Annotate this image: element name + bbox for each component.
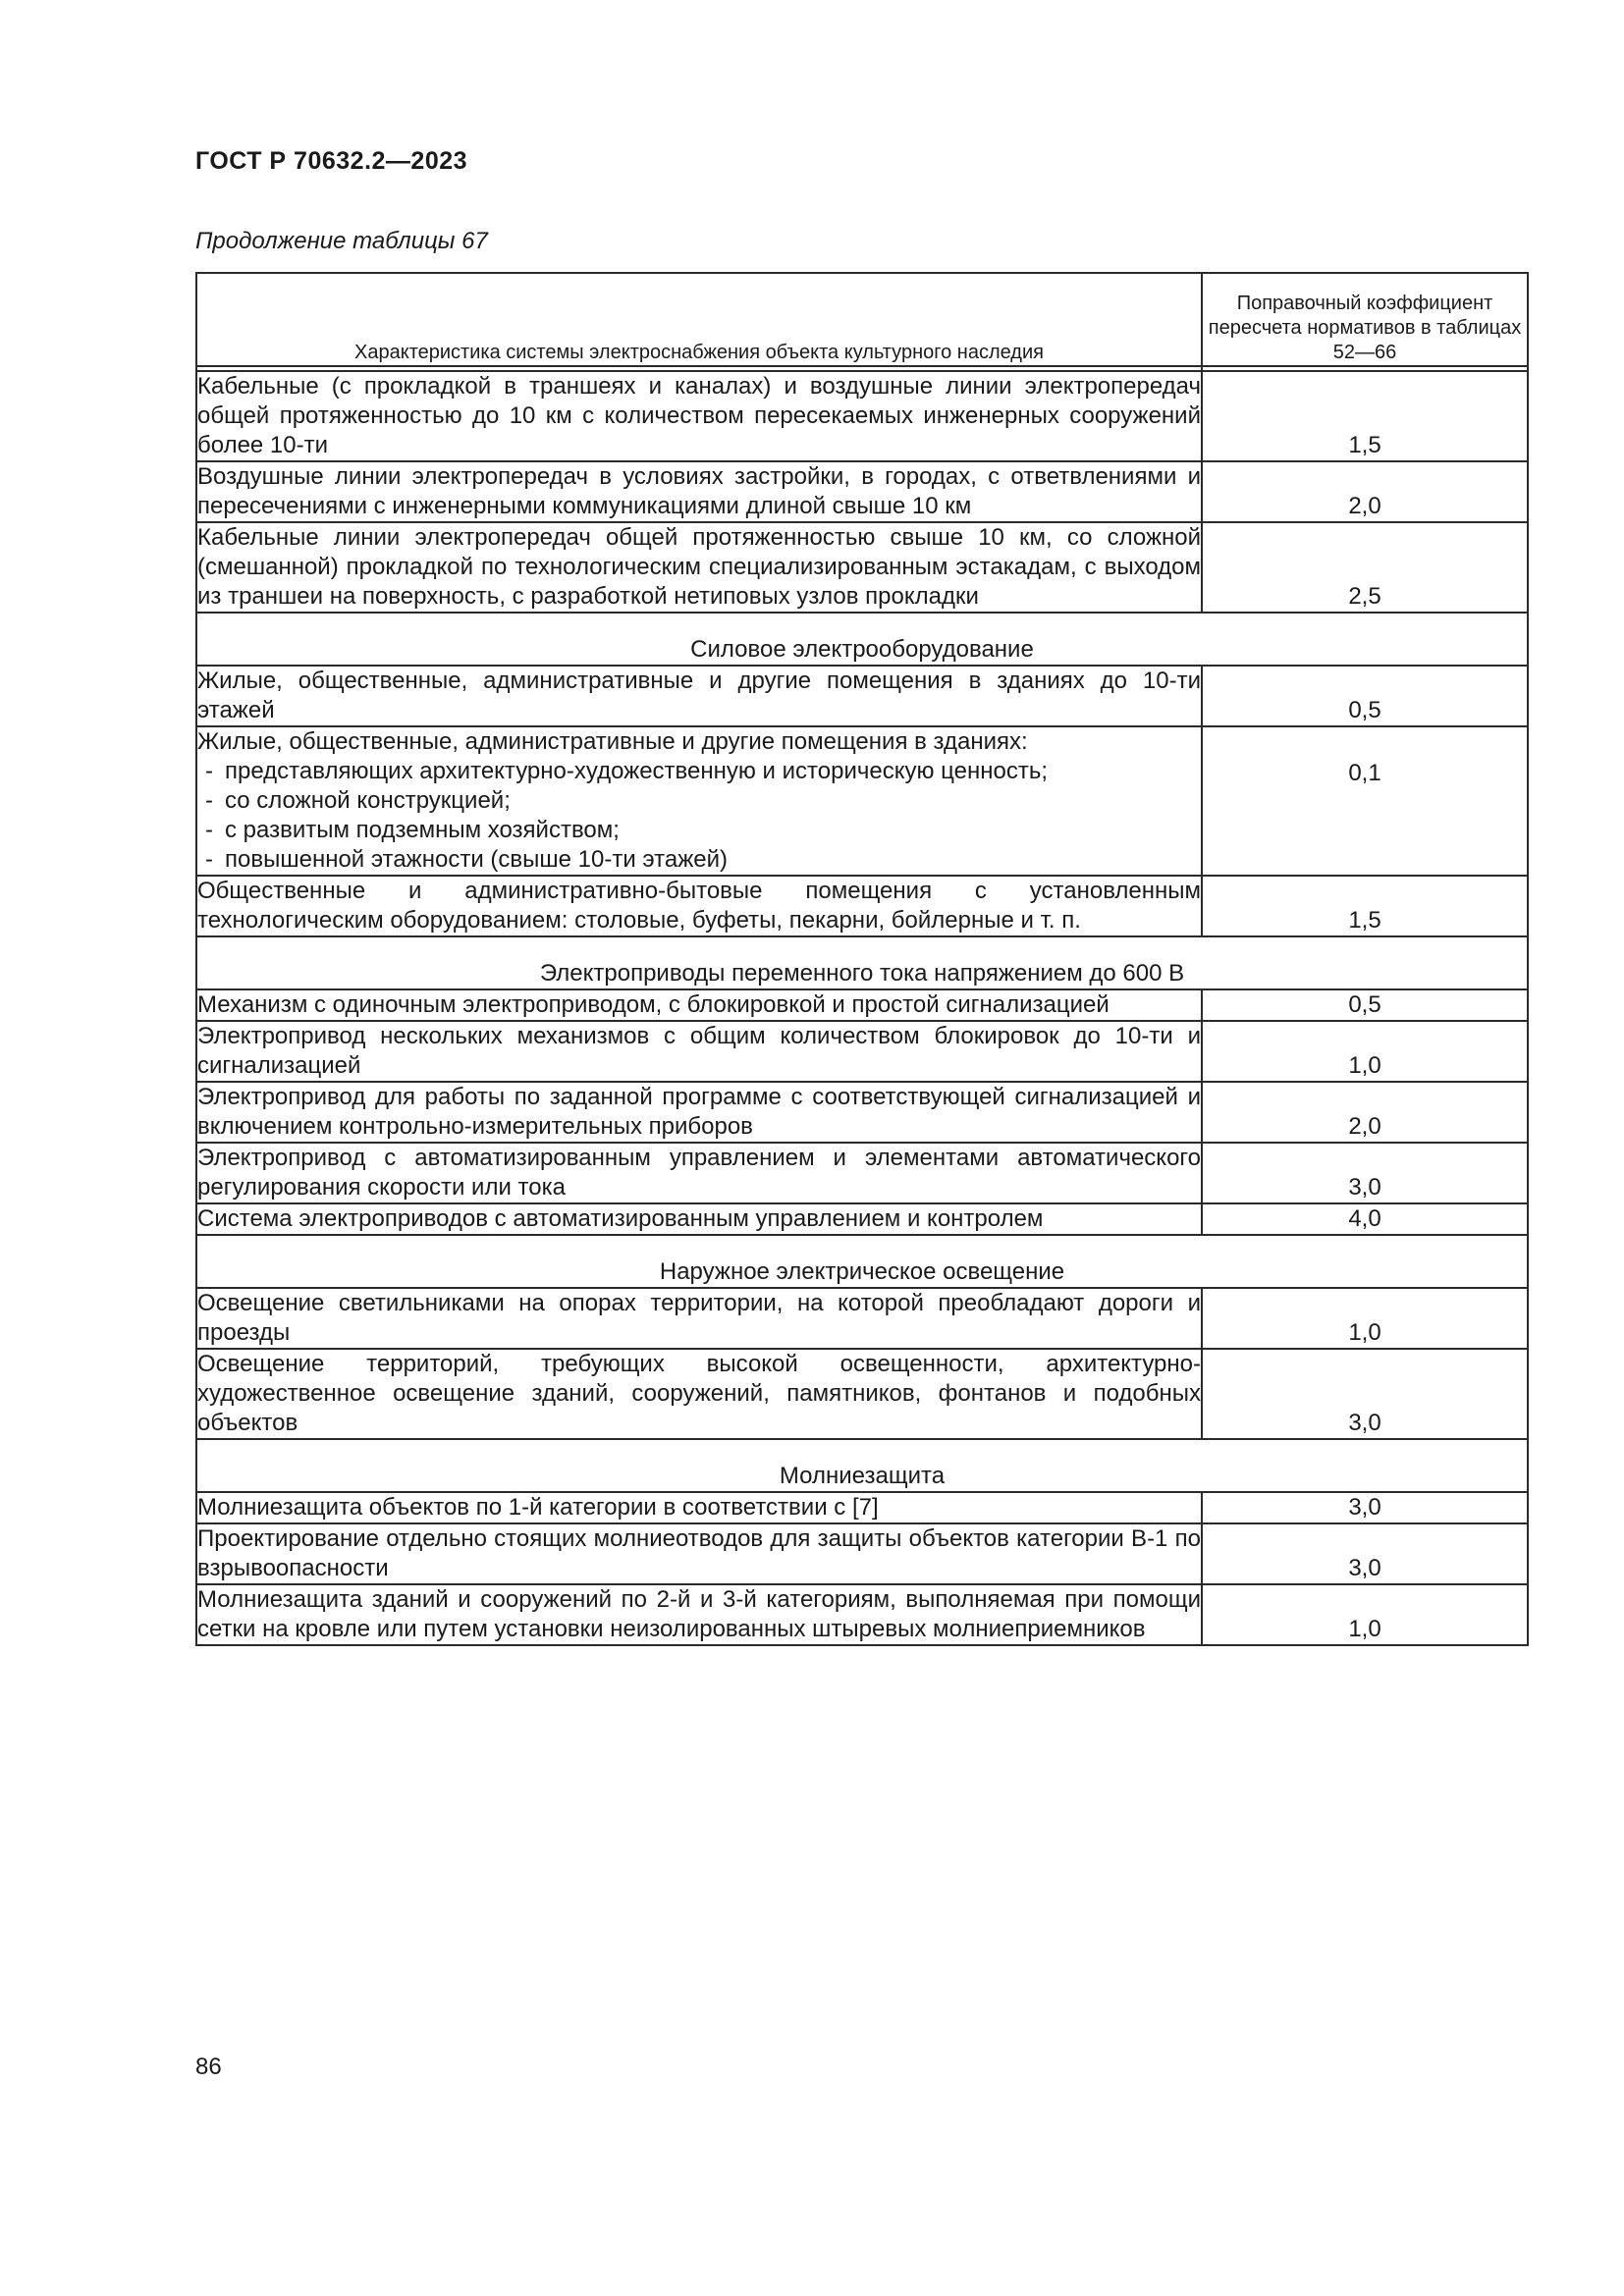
table-body <box>196 371 1528 1645</box>
row-bullet-list <box>197 757 1201 875</box>
section-title: Электроприводы переменного тока напряжением до 600 В <box>196 936 1528 989</box>
row-description-text: Воздушные линии электропередач в условиях застройки, в городах, с ответвлениями и пересечениями с инженерными коммуникациями длиной свыше 10 км <box>197 463 1201 519</box>
row-description <box>196 1203 1202 1235</box>
section-title: Силовое электрооборудование <box>196 613 1528 666</box>
row-description <box>196 522 1202 613</box>
section-title: Наружное электрическое освещение <box>196 1235 1528 1288</box>
section-row <box>196 613 1528 666</box>
row-description <box>196 726 1202 876</box>
page-number: 86 <box>195 2054 222 2080</box>
row-description-text: Жилые, общественные, административные и другие помещения в зданиях: <box>197 728 1028 755</box>
row-description <box>196 1584 1202 1645</box>
row-coefficient: 1,0 <box>1202 1021 1528 1082</box>
row-description <box>196 371 1202 461</box>
table-row <box>196 1523 1528 1584</box>
row-description-text: Общественные и административно-бытовые помещения с установленным технологическим оборудованием: столовые, буфеты, пекарни, бойлерные и т. п. <box>197 878 1201 934</box>
row-description <box>196 1288 1202 1349</box>
row-description <box>196 1492 1202 1523</box>
row-description-text: Освещение территорий, требующих высокой освещенности, архитектурно-художественное освещение зданий, сооружений, памятников, фонтанов и подобных объектов <box>197 1351 1201 1436</box>
row-description-text: Молниезащита объектов по 1-й категории в соответствии с [7] <box>197 1494 879 1521</box>
table-row <box>196 1288 1528 1349</box>
table-row <box>196 1349 1528 1439</box>
row-description-text: Механизм с одиночным электроприводом, с блокировкой и простой сигнализацией <box>197 991 1110 1018</box>
table-row <box>196 522 1528 613</box>
table-caption: Продолжение таблицы 67 <box>195 228 488 254</box>
row-coefficient: 3,0 <box>1202 1492 1528 1523</box>
list-item: - со сложной конструкцией; <box>225 786 1201 816</box>
row-description-text: Электропривод для работы по заданной программе с соответствующей сигнализацией и включением контрольно-измерительных приборов <box>197 1084 1201 1140</box>
row-description <box>196 1523 1202 1584</box>
row-coefficient: 2,0 <box>1202 461 1528 522</box>
row-description <box>196 876 1202 936</box>
list-item: - с развитым подземным хозяйством; <box>225 816 1201 845</box>
coefficient-table <box>195 272 1529 1646</box>
row-coefficient: 1,0 <box>1202 1584 1528 1645</box>
table-row <box>196 989 1528 1021</box>
row-description <box>196 1349 1202 1439</box>
row-description-text: Система электроприводов с автоматизированным управлением и контролем <box>197 1205 1044 1232</box>
table-row <box>196 726 1528 876</box>
row-description <box>196 1082 1202 1143</box>
list-item: - повышенной этажности (свыше 10-ти этажей) <box>225 845 1201 875</box>
row-coefficient: 4,0 <box>1202 1203 1528 1235</box>
section-row <box>196 1235 1528 1288</box>
row-coefficient: 1,5 <box>1202 876 1528 936</box>
table-row <box>196 1021 1528 1082</box>
document-code: ГОСТ Р 70632.2—2023 <box>195 147 468 175</box>
row-coefficient: 3,0 <box>1202 1143 1528 1203</box>
row-coefficient: 2,5 <box>1202 522 1528 613</box>
row-coefficient: 0,5 <box>1202 989 1528 1021</box>
row-description-text: Освещение светильниками на опорах территории, на которой преобладают дороги и проезды <box>197 1290 1201 1346</box>
row-description-text: Электропривод с автоматизированным управлением и элементами автоматического регулирования скорости или тока <box>197 1145 1201 1201</box>
table-row <box>196 371 1528 461</box>
table-row <box>196 1492 1528 1523</box>
row-coefficient: 0,1 <box>1202 726 1528 876</box>
row-description-text: Кабельные (с прокладкой в траншеях и каналах) и воздушные линии электропередач общей протяженностью до 10 км с количеством пересекаемых инженерных сооружений более 10-ти <box>197 373 1201 458</box>
row-description-text: Электропривод нескольких механизмов с общим количеством блокировок до 10-ти и сигнализацией <box>197 1023 1201 1079</box>
row-description-text: Жилые, общественные, административные и другие помещения в зданиях до 10-ти этажей <box>197 667 1201 723</box>
table-header-row <box>196 273 1528 366</box>
row-coefficient: 0,5 <box>1202 666 1528 726</box>
row-coefficient: 3,0 <box>1202 1349 1528 1439</box>
table-row <box>196 876 1528 936</box>
row-coefficient: 1,5 <box>1202 371 1528 461</box>
table-row <box>196 1143 1528 1203</box>
column-header-characteristic: Характеристика системы электроснабжения объекта культурного наследия <box>196 273 1202 366</box>
table-row <box>196 1203 1528 1235</box>
list-item: - представляющих архитектурно-художественную и историческую ценность; <box>225 757 1201 786</box>
row-coefficient: 1,0 <box>1202 1288 1528 1349</box>
table-row <box>196 1584 1528 1645</box>
table-row <box>196 666 1528 726</box>
row-description-text: Проектирование отдельно стоящих молниеотводов для защиты объектов категории В-1 по взрывоопасности <box>197 1525 1201 1581</box>
section-row <box>196 1439 1528 1492</box>
section-row <box>196 936 1528 989</box>
table-row <box>196 1082 1528 1143</box>
row-coefficient: 2,0 <box>1202 1082 1528 1143</box>
row-description <box>196 666 1202 726</box>
row-description-text: Молниезащита зданий и сооружений по 2-й и 3-й категориям, выполняемая при помощи сетки на кровле или путем установки неизолированных штыревых молниеприемников <box>197 1586 1201 1642</box>
column-header-coefficient: Поправочный коэффициент пересчета нормативов в таблицах 52—66 <box>1202 273 1528 366</box>
row-coefficient: 3,0 <box>1202 1523 1528 1584</box>
row-description <box>196 1143 1202 1203</box>
row-description <box>196 461 1202 522</box>
row-description <box>196 989 1202 1021</box>
section-title: Молниезащита <box>196 1439 1528 1492</box>
row-description <box>196 1021 1202 1082</box>
row-description-text: Кабельные линии электропередач общей протяженностью свыше 10 км, со сложной (смешанной) прокладкой по технологическим специализированным эстакадам, с выходом из траншеи на поверхность, с разработкой нетиповых узлов прокладки <box>197 524 1201 610</box>
table-row <box>196 461 1528 522</box>
